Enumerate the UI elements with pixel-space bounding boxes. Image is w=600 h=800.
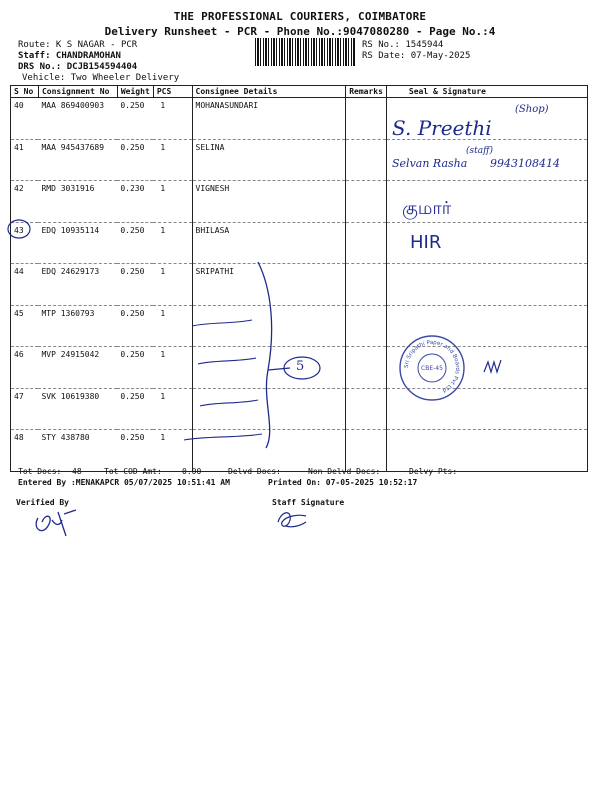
staff-signature-mark — [278, 513, 306, 527]
cell-sno: 48 — [11, 430, 39, 472]
bracket-arrow — [268, 368, 290, 370]
col-seal-signature: Seal & Signature — [386, 86, 587, 98]
cell-consignment: SVK 10619380 — [38, 388, 117, 430]
signature-row40: S. Preethi — [392, 116, 492, 140]
drs-number: DRS No.: DCJB154594404 — [18, 62, 138, 72]
rs-number: RS No.: 1545944 — [362, 40, 444, 50]
cell-weight: 0.250 — [117, 264, 153, 306]
tot-docs-value: 48 — [72, 467, 82, 476]
cell-sno: 47 — [11, 388, 39, 430]
circle-mark — [8, 220, 30, 238]
route-label: Route: K S NAGAR - PCR — [18, 40, 138, 50]
staff-signature-label: Staff Signature — [272, 498, 345, 507]
cell-pcs: 1 — [153, 139, 192, 181]
cell-consignment: MVP 24915042 — [38, 347, 117, 389]
cell-consignment: MAA 945437689 — [38, 139, 117, 181]
cell-weight: 0.250 — [117, 98, 153, 140]
verified-signature — [36, 510, 76, 536]
runsheet-subtitle: Delivery Runsheet - PCR - Phone No.:9047080280 - Page No.:4 — [104, 25, 496, 38]
shop-note: (Shop) — [515, 104, 549, 115]
company-stamp — [398, 334, 466, 402]
cell-sno: 40 — [11, 98, 39, 140]
bracket-count: 5 — [296, 359, 305, 374]
stamp-code: CBE-45 — [421, 365, 443, 372]
bracket-line — [258, 262, 272, 448]
col-sno: S No — [11, 86, 39, 98]
phone-row41: 9943108414 — [490, 157, 560, 170]
cell-weight: 0.250 — [117, 305, 153, 347]
dash-mark — [192, 320, 252, 326]
cell-pcs: 1 — [153, 264, 192, 306]
cell-pcs: 1 — [153, 388, 192, 430]
cell-pcs: 1 — [153, 305, 192, 347]
cell-consignment: EDQ 24629173 — [38, 264, 117, 306]
tot-cod-value: 0.00 — [182, 467, 202, 476]
signature-row41: Selvan Rasha — [392, 157, 468, 170]
delvd-docs-label: Delvd Docs: — [228, 467, 281, 476]
cell-weight: 0.250 — [117, 222, 153, 264]
delvy-pts-label: Delvy Pts: — [409, 467, 458, 476]
cell-pcs: 1 — [153, 222, 192, 264]
cell-weight: 0.250 — [117, 388, 153, 430]
signature-row42: குமார் — [402, 198, 452, 219]
verified-by-label: Verified By — [16, 498, 69, 507]
non-delvd-docs-label: Non Delvd Docs: — [308, 467, 381, 476]
col-weight: Weight — [117, 86, 153, 98]
cell-weight: 0.230 — [117, 181, 153, 223]
tot-docs-label: Tot Docs: — [18, 467, 62, 476]
cell-pcs: 1 — [153, 430, 192, 472]
rs-date: RS Date: 07-May-2025 — [362, 51, 471, 61]
tot-cod-label: Tot COD Amt: — [104, 467, 162, 476]
initials-mark — [484, 360, 501, 372]
cell-pcs: 1 — [153, 347, 192, 389]
printed-on: Printed On: 07-05-2025 10:52:17 — [268, 478, 418, 487]
cell-sno: 46 — [11, 347, 39, 389]
cell-consignment: EDQ 10935114 — [38, 222, 117, 264]
col-consignee: Consignee Details — [192, 86, 346, 98]
signature-row43: HIR — [410, 232, 442, 253]
cell-consignee: VIGNESH — [192, 181, 346, 223]
cell-weight: 0.250 — [117, 347, 153, 389]
company-title: THE PROFESSIONAL COURIERS, COIMBATORE — [173, 10, 427, 23]
cell-sno: 42 — [11, 181, 39, 223]
stamp-ring-text: Sri Sripathi Paper and Boards Pvt Ltd — [403, 339, 461, 394]
cell-consignment: MAA 869400903 — [38, 98, 117, 140]
cell-sno: 45 — [11, 305, 39, 347]
cell-sno: 43 — [11, 222, 39, 264]
cell-consignment: MTP 1360793 — [38, 305, 117, 347]
dash-mark — [198, 358, 256, 364]
staff-label: Staff: CHANDRAMOHAN — [18, 51, 121, 61]
dash-mark — [200, 400, 258, 406]
cell-consignment: STY 438780 — [38, 430, 117, 472]
col-consignment: Consignment No — [38, 86, 117, 98]
col-pcs: PCS — [153, 86, 192, 98]
cell-consignee: SELINA — [192, 139, 346, 181]
cell-consignee: BHILASA — [192, 222, 346, 264]
col-remarks: Remarks — [346, 86, 387, 98]
cell-weight: 0.250 — [117, 430, 153, 472]
cell-consignee: SRIPATHI — [192, 264, 346, 306]
vehicle-label: Vehicle: Two Wheeler Delivery — [22, 73, 180, 83]
cell-consignee: MOHANASUNDARI — [192, 98, 346, 140]
dash-mark — [184, 434, 262, 440]
cell-pcs: 1 — [153, 98, 192, 140]
cell-consignment: RMD 3031916 — [38, 181, 117, 223]
cell-weight: 0.250 — [117, 139, 153, 181]
entered-by: Entered By :MENAKAPCR 05/07/2025 10:51:41 AM — [18, 478, 230, 487]
cell-sno: 41 — [11, 139, 39, 181]
staff-note-row41: (staff) — [466, 146, 493, 156]
cell-pcs: 1 — [153, 181, 192, 223]
cell-sno: 44 — [11, 264, 39, 306]
